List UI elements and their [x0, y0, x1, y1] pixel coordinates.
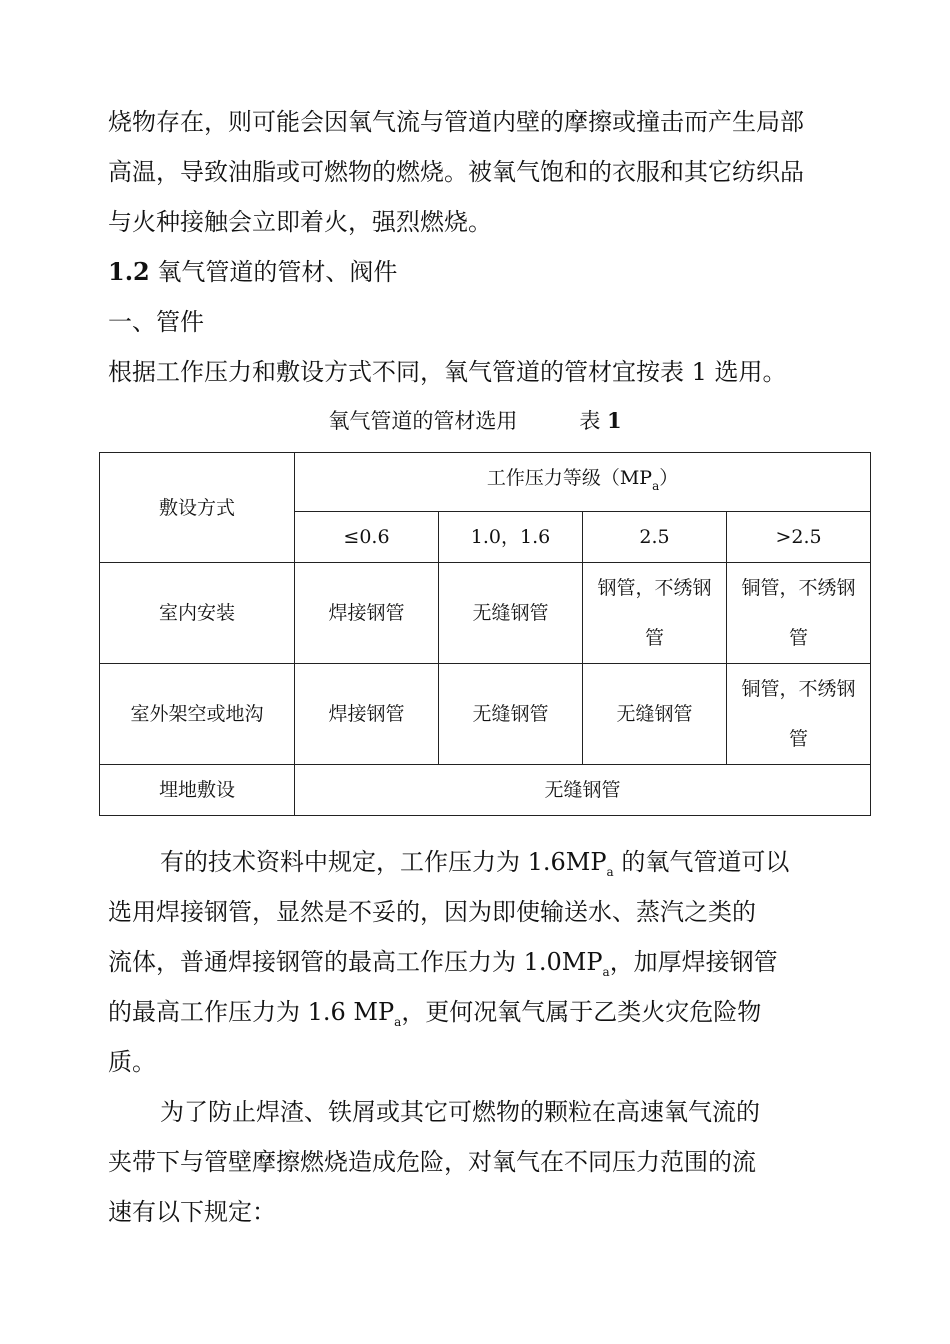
pipe-material-table	[99, 452, 871, 816]
caption-title: 氧气管道的管材选用	[328, 409, 518, 433]
paragraph-line: 速有以下规定：	[108, 1198, 276, 1226]
table-header-row	[100, 453, 871, 512]
table-cell: 无缝钢管	[439, 664, 583, 765]
paragraph-line: 选用焊接钢管，显然是不妥的，因为即使输送水、蒸汽之类的	[108, 898, 756, 926]
pressure-level: 2.5	[583, 512, 727, 563]
table-row	[100, 563, 871, 664]
table-cell: 铜管，不绣钢 管	[727, 664, 871, 765]
table-intro: 根据工作压力和敷设方式不同，氧气管道的管材宜按表 1 选用。	[108, 358, 787, 386]
pressure-level: ≤0.6	[295, 512, 439, 563]
paragraph-line: 夹带下与管壁摩擦燃烧造成危险，对氧气在不同压力范围的流	[108, 1148, 756, 1176]
subsection-heading: 一、管件	[108, 308, 204, 336]
paragraph-line: 有的技术资料中规定，工作压力为 $1.6MP_a$ 的氧气管道可以	[160, 848, 790, 879]
section-number: 1.2	[108, 257, 150, 286]
header-method: 敷设方式	[100, 453, 295, 563]
paragraph-line: 烧物存在，则可能会因氧气流与管道内壁的摩擦或撞击而产生局部	[108, 108, 804, 136]
paragraph-line: 的最高工作压力为 1.6 $MP_a$，更何况氧气属于乙类火灾危险物	[108, 998, 762, 1029]
table-cell: 钢管，不绣钢 管	[583, 563, 727, 664]
table-caption	[0, 406, 950, 436]
table-row	[100, 664, 871, 765]
paragraph-line: 流体，普通焊接钢管的最高工作压力为 $1.0MP_a$，加厚焊接钢管	[108, 948, 778, 979]
header-pressure: 工作压力等级$(MP_a)$	[295, 453, 871, 512]
table-cell: 焊接钢管	[295, 563, 439, 664]
row-method: 室内安装	[100, 563, 295, 664]
table-cell: 无缝钢管	[295, 765, 871, 816]
caption-number: 1	[607, 408, 622, 433]
pressure-level: 1.0，1.6	[439, 512, 583, 563]
paragraph-line: 为了防止焊渣、铁屑或其它可燃物的颗粒在高速氧气流的	[160, 1098, 760, 1126]
section-title: 氧气管道的管材、阀件	[157, 258, 398, 286]
paragraph-line: 质。	[108, 1048, 156, 1076]
paragraph-line: 与火种接触会立即着火，强烈燃烧。	[108, 208, 492, 236]
table-cell: 铜管，不绣钢 管	[727, 563, 871, 664]
paragraph-line: 高温，导致油脂或可燃物的燃烧。被氧气饱和的衣服和其它纺织品	[108, 158, 804, 186]
table-cell: 焊接钢管	[295, 664, 439, 765]
pressure-level: >2.5	[727, 512, 871, 563]
table-cell: 无缝钢管	[439, 563, 583, 664]
table-cell: 无缝钢管	[583, 664, 727, 765]
row-method: 埋地敷设	[100, 765, 295, 816]
table-row	[100, 765, 871, 816]
caption-label: 表	[579, 409, 601, 433]
row-method: 室外架空或地沟	[100, 664, 295, 765]
section-heading	[108, 257, 397, 287]
